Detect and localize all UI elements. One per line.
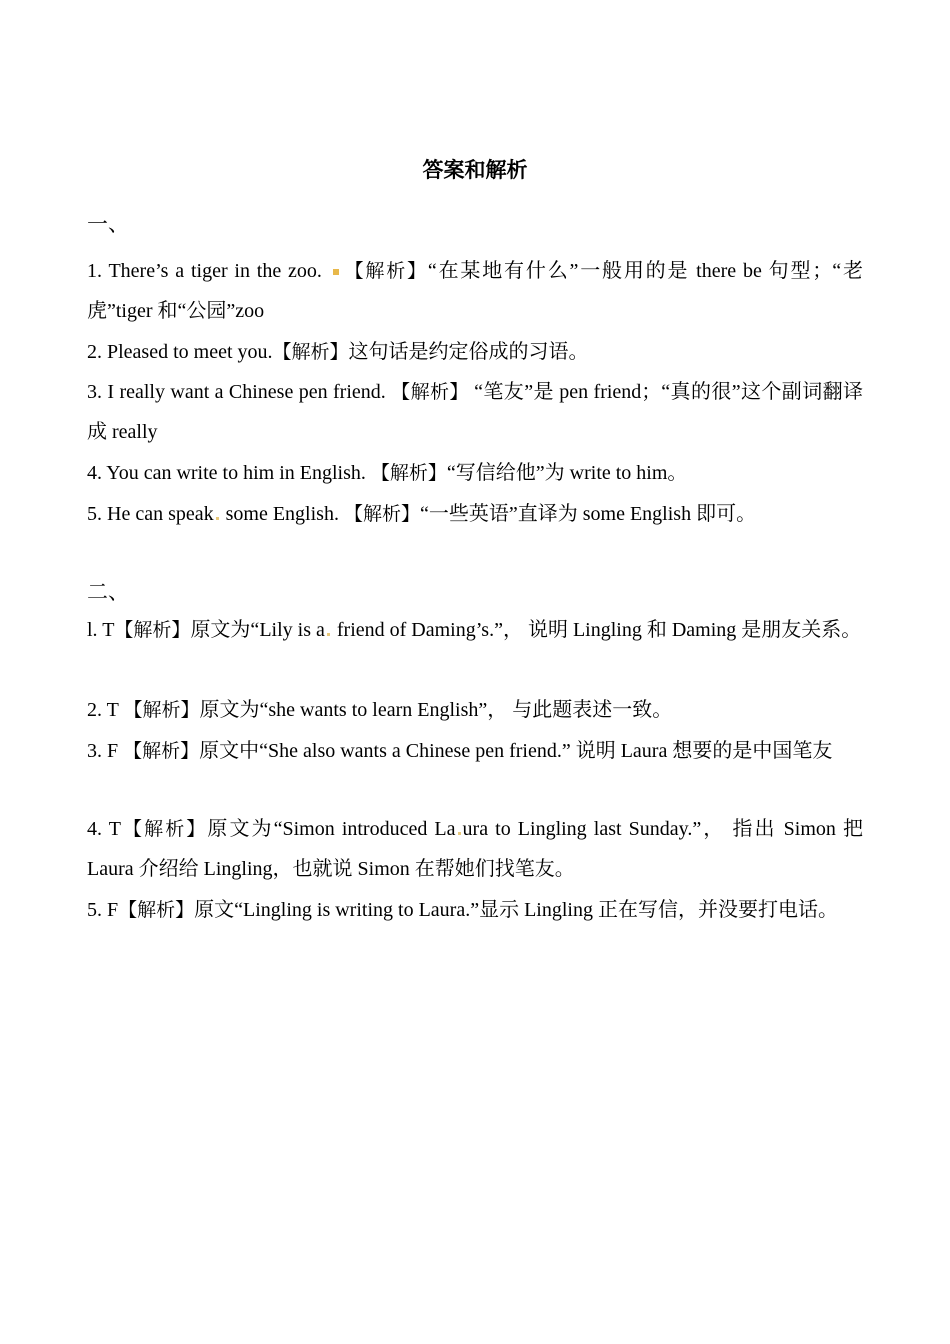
answer-text: 3. F <box>87 740 124 762</box>
explanation-text: 原文为“Simon introduced La <box>207 818 456 840</box>
highlight-mark <box>458 832 461 835</box>
answer-text-rest: some English. <box>220 503 344 525</box>
explanation-text: “一些英语”直译为 some English 即可。 <box>419 503 757 525</box>
analysis-label: 【解析】 <box>272 341 349 363</box>
analysis-label: 【解析】 <box>120 818 208 840</box>
analysis-label: 【解析】 <box>343 503 420 525</box>
analysis-label: 【解析】 <box>123 740 200 762</box>
section-heading-1: 一、 <box>87 212 129 236</box>
answer-text: 5. He can speak <box>87 503 214 525</box>
analysis-label: 【解析】 <box>342 260 428 282</box>
answer-text: 1. There’s a tiger in the zoo. <box>87 260 329 282</box>
answer-item-2-4 <box>87 809 863 889</box>
answer-item-2-2 <box>87 690 863 730</box>
explanation-text: 这句话是约定俗成的习语。 <box>348 341 589 363</box>
answer-item-1-1 <box>87 251 863 331</box>
answer-item-2-5 <box>87 890 863 930</box>
answer-text: 5. F <box>87 899 119 921</box>
analysis-label: 【解析】 <box>370 462 447 484</box>
answer-item-1-3 <box>87 372 863 452</box>
explanation-text: “在某地有什么”一般用的是 there be 句型；“老虎”tiger 和“公园”zoo <box>87 260 863 322</box>
analysis-label: 【解析】 <box>118 899 195 921</box>
answer-text: 4. You can write to him in English. <box>87 462 371 484</box>
answer-item-2-3 <box>87 731 863 771</box>
explanation-text-rest: ura to Lingling last Sunday.”， 指出 Simon 把 Laura 介绍给 Lingling，也就说 Simon 在帮她们找笔友。 <box>87 818 864 880</box>
analysis-label: 【解析】 <box>123 699 200 721</box>
explanation-text: 原文“Lingling is writing to Laura.”显示 Lingling 正在写信，并没要打电话。 <box>194 899 838 921</box>
answer-text: 4. T <box>87 818 121 840</box>
analysis-label: 【解析】 <box>114 619 191 641</box>
highlight-mark <box>333 269 339 275</box>
explanation-text: 原文为“she wants to learn English”， 与此题表述一致。 <box>199 699 673 721</box>
highlight-mark <box>327 633 330 636</box>
section-heading-2: 二、 <box>87 580 129 604</box>
answer-item-1-5 <box>87 494 863 534</box>
answer-text: 3. I really want a Chinese pen friend. <box>87 381 392 403</box>
answer-text: 2. Pleased to meet you. <box>87 341 273 363</box>
explanation-text: 原文为“Lily is a <box>190 619 325 641</box>
explanation-text: “写信给他”为 write to him。 <box>446 462 688 484</box>
answer-text: 2. T <box>87 699 124 721</box>
answer-item-2-1 <box>87 610 863 650</box>
answer-item-1-2 <box>87 332 863 372</box>
explanation-text: 原文中“She also wants a Chinese pen friend.” 说明 Laura 想要的是中国笔友 <box>199 740 833 762</box>
highlight-mark <box>216 517 219 520</box>
explanation-text: “笔友”是 pen friend；“真的很”这个副词翻译成 really <box>87 381 863 443</box>
answer-text: l. T <box>87 619 115 641</box>
explanation-text-rest: friend of Daming’s.”， 说明 Lingling 和 Daming 是朋友关系。 <box>331 619 862 641</box>
page-title: 答案和解析 <box>422 158 528 182</box>
analysis-label: 【解析】 <box>391 381 469 403</box>
answer-item-1-4 <box>87 453 863 493</box>
